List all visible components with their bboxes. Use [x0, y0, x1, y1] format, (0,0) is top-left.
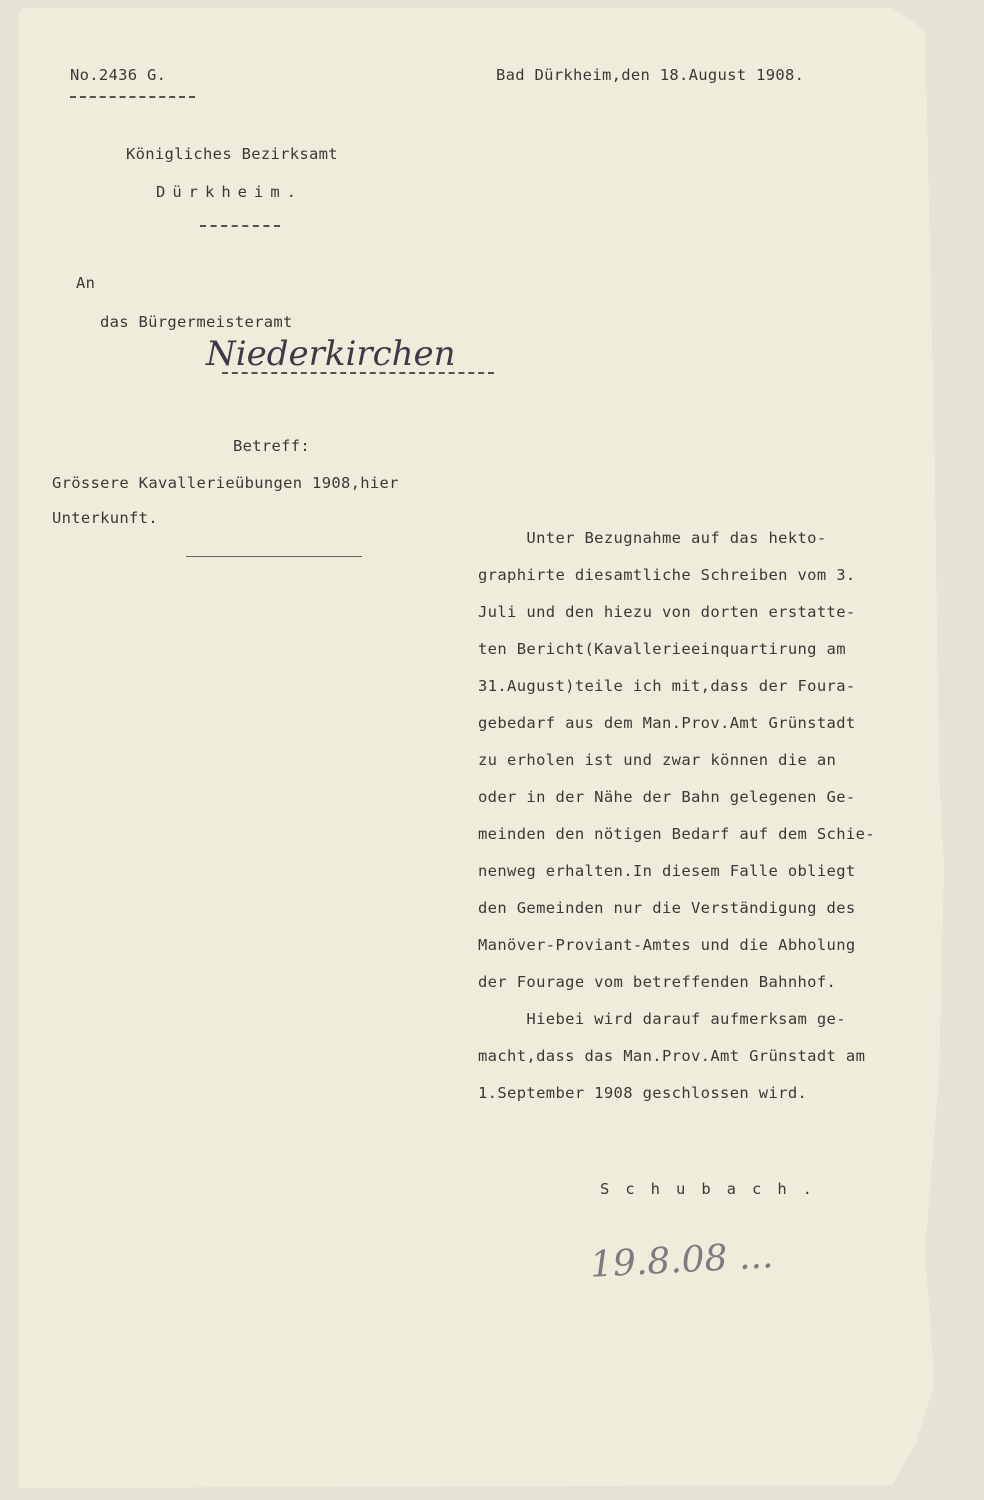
reference-number: No.2436 G. — [70, 66, 167, 84]
reference-underline — [70, 96, 195, 98]
body-line: 1.September 1908 geschlossen wird. — [478, 1084, 808, 1102]
body-line: Manöver-Proviant-Amtes und die Abholung — [478, 936, 856, 954]
body-line: Hiebei wird darauf aufmerksam ge- — [478, 1010, 846, 1028]
body-line: ten Bericht(Kavallerieeinquartirung am — [478, 640, 846, 658]
body-line: zu erholen ist und zwar können die an — [478, 751, 837, 769]
body-line: den Gemeinden nur die Verständigung des — [478, 899, 856, 917]
body-line: Juli und den hiezu von dorten erstatte- — [478, 603, 856, 621]
body-line: nenweg erhalten.In diesem Falle obliegt — [478, 862, 856, 880]
body-line: meinden den nötigen Bedarf auf dem Schie- — [478, 825, 875, 843]
body-line: Unter Bezugnahme auf das hekto- — [478, 529, 827, 547]
body-line: graphirte diesamtliche Schreiben vom 3. — [478, 566, 856, 584]
subject-label: Betreff: — [233, 437, 311, 455]
sender-office: Königliches Bezirksamt — [126, 145, 338, 163]
body-line: oder in der Nähe der Bahn gelegenen Ge- — [478, 788, 856, 806]
recipient-office: das Bürgermeisteramt — [100, 313, 293, 331]
sender-underline — [200, 225, 280, 227]
document-page — [18, 8, 958, 1488]
recipient-underline — [222, 372, 494, 374]
subject-line2: Unterkunft. — [52, 509, 158, 527]
body-line: macht,dass das Man.Prov.Amt Grünstadt am — [478, 1047, 866, 1065]
body-line: der Fourage vom betreffenden Bahnhof. — [478, 973, 837, 991]
place-date: Bad Dürkheim,den 18.August 1908. — [496, 66, 805, 84]
recipient-an: An — [76, 274, 96, 292]
handwritten-note: 19.8.08 ... — [589, 1235, 775, 1286]
subject-line1: Grössere Kavallerieübungen 1908,hier — [52, 474, 399, 492]
subject-underline — [186, 556, 362, 557]
sender-place: Dürkheim. — [156, 183, 303, 201]
signature: Schubach. — [600, 1180, 828, 1198]
body-line: 31.August)teile ich mit,dass der Foura- — [478, 677, 856, 695]
body-line: gebedarf aus dem Man.Prov.Amt Grünstadt — [478, 714, 856, 732]
recipient-place-handwritten: Niederkirchen — [206, 334, 456, 374]
